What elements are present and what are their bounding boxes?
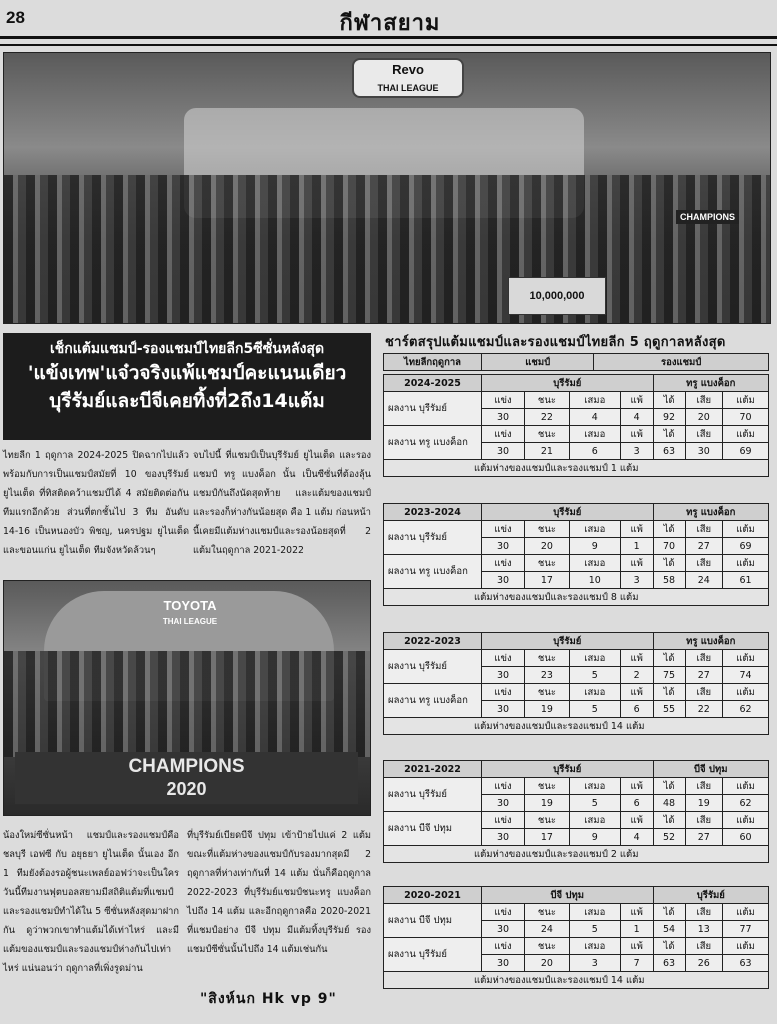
stat-value: 6 [569, 443, 620, 460]
stat-value: 26 [685, 955, 722, 972]
stat-value: 52 [653, 829, 685, 846]
stat-value: 30 [685, 443, 722, 460]
stat-header: เสีย [685, 684, 722, 701]
stat-value: 70 [723, 409, 769, 426]
stat-header: แข่ง [482, 426, 525, 443]
stat-header: แข่ง [482, 938, 525, 955]
stat-value: 20 [685, 409, 722, 426]
logo-sub: THAI LEAGUE [377, 83, 439, 93]
champions-banner: CHAMPIONS [676, 210, 739, 224]
headline-line-3: บุรีรัมย์และบีจีเคยทิ้งที่2ถึง14แต้ม [49, 390, 325, 412]
stat-value: 62 [723, 795, 769, 812]
points-gap-note: แต้มห่างของแชมป์และรองแชมป์ 8 แต้ม [384, 589, 769, 606]
stat-value: 63 [653, 955, 685, 972]
col-runner-header: รองแชมป์ [594, 354, 769, 371]
season-table [383, 503, 769, 606]
season-year: 2022-2023 [384, 633, 482, 650]
stat-header: แข่ง [482, 555, 525, 572]
players-crowd [4, 175, 770, 324]
logo-sub: THAI LEAGUE [162, 617, 218, 626]
stat-header: แต้ม [723, 521, 769, 538]
header-rule-thin [0, 44, 777, 46]
stat-value: 48 [653, 795, 685, 812]
stat-header: แต้ม [723, 426, 769, 443]
season-champion: บีจี ปทุม [482, 887, 654, 904]
stat-value: 55 [653, 701, 685, 718]
page-number: 28 [6, 8, 25, 27]
stat-value: 6 [620, 701, 653, 718]
stat-value: 10 [569, 572, 620, 589]
stat-header: แต้ม [723, 684, 769, 701]
stat-header: ชนะ [525, 521, 570, 538]
stat-header: แต้ม [723, 650, 769, 667]
stat-value: 30 [482, 921, 525, 938]
article-col-2: จบไปนี้ ที่แชมป์เป็นบุรีรัมย์ ยูไนเต็ด และรองแชมป์ ทรู แบงค็อก นั้น เป็นซีซั่นที่ต้องลุ้นแชมป์กันถึงนัดสุดท้าย และแต้มของแชมป์และรองก็ห่างกันน้อยสุด คือ 1 แต้ม ก่อนหน้านี้เคยมีแต้มห่างแชมป์และรองน้อยสุดที่ 2 แต้มในฤดูกาล 2021-2022 [193, 450, 371, 556]
stat-header: เสีย [685, 426, 722, 443]
stat-header: แพ้ [620, 392, 653, 409]
points-gap-note: แต้มห่างของแชมป์และรองแชมป์ 14 แต้ม [384, 972, 769, 989]
stat-value: 6 [620, 795, 653, 812]
stat-value: 22 [685, 701, 722, 718]
stat-header: แต้ม [723, 392, 769, 409]
revo-thai-league-logo [352, 58, 464, 98]
stat-header: เสีย [685, 938, 722, 955]
stat-header: ได้ [653, 904, 685, 921]
stat-header: ได้ [653, 938, 685, 955]
team-label: ผลงาน บีจี ปทุม [384, 904, 482, 938]
stat-header: แพ้ [620, 650, 653, 667]
toyota-thai-league-logo [130, 598, 250, 632]
stat-header: ชนะ [525, 684, 570, 701]
season-table [383, 886, 769, 989]
season-champion: บุรีรัมย์ [482, 633, 654, 650]
stat-value: 30 [482, 955, 525, 972]
stat-header: ได้ [653, 812, 685, 829]
stat-header: เสีย [685, 778, 722, 795]
team-label: ผลงาน บีจี ปทุม [384, 812, 482, 846]
season-table [383, 632, 769, 735]
stat-value: 63 [723, 955, 769, 972]
table-title: ชาร์ตสรุปแต้มแชมป์และรองแชมป์ไทยลีก 5 ฤดูกาลหลังสุด [385, 335, 726, 350]
stat-header: แข่ง [482, 650, 525, 667]
stat-value: 58 [653, 572, 685, 589]
stat-value: 23 [525, 667, 570, 684]
stat-value: 4 [620, 409, 653, 426]
stat-value: 27 [685, 538, 722, 555]
stat-header: แพ้ [620, 812, 653, 829]
stat-header: เสมอ [569, 555, 620, 572]
stat-value: 30 [482, 572, 525, 589]
stat-header: แต้ม [723, 778, 769, 795]
stat-value: 30 [482, 443, 525, 460]
team-label: ผลงาน บุรีรัมย์ [384, 650, 482, 684]
stat-value: 30 [482, 701, 525, 718]
stat-header: เสมอ [569, 812, 620, 829]
stat-value: 5 [569, 921, 620, 938]
stat-header: ชนะ [525, 938, 570, 955]
stat-value: 9 [569, 538, 620, 555]
stat-value: 27 [685, 667, 722, 684]
headline-line-2: 'แข้งเทพ'แจ๋วจริงแพ้แชมป์คะแนนเดียว [27, 362, 347, 384]
col-champ-header: แชมป์ [482, 354, 594, 371]
stat-header: เสมอ [569, 392, 620, 409]
stat-header: เสีย [685, 650, 722, 667]
season-year: 2024-2025 [384, 375, 482, 392]
article-col-4: ที่บุรีรัมย์เบียดบีจี ปทุม เข้าป้ายไปแค่ 2 แต้ม ขณะที่แต้มห่างของแชมป์กับรองมากสุดมี 2 ฤดูกาลที่ห่างเท่ากันที่ 14 แต้ม นั่นก็คือฤดูกาล 2022-2023 ที่บุรีรัมย์แชมป์ชนะทรู แบงค็อก ไปถึง 14 แต้ม และอีกฤดูกาลคือ 2020-2021 ที่แชมป์อย่าง บีจี ปทุม มีแต้มทิ้งบุรีรัมย์ รองแชมป์ซีซั่นนั้นไปถึง 14 แต้มเช่นกัน [187, 830, 371, 955]
table-header [383, 353, 769, 371]
season-runner-up: บีจี ปทุม [653, 761, 769, 778]
stat-header: เสีย [685, 904, 722, 921]
points-gap-note: แต้มห่างของแชมป์และรองแชมป์ 14 แต้ม [384, 718, 769, 735]
stat-header: แพ้ [620, 521, 653, 538]
stat-header: เสีย [685, 812, 722, 829]
headline-box [3, 333, 371, 440]
article-col-1: ไทยลีก 1 ฤดูกาล 2024-2025 ปิดฉากไปแล้วพร้อมกับการเป็นแชมป์สมัยที่ 10 ของบุรีรัมย์ ยูไนเต็ด ที่ทิสติดคว้าแชมป์ได้ 4 สมัยติดต่อกันทีมแรกอีกด้วย ส่วนที่ตกชั้นไป 3 ทีม อันดับ 14-16 เป็นหนองบัว พิชญ, นครปฐม ยูไนเต็ด และขอนแก่น ยูไนเต็ด ทีมจังหวัดล้วนๆ [3, 450, 189, 556]
stat-value: 30 [482, 538, 525, 555]
stat-value: 2 [620, 667, 653, 684]
headline-line-1: เช็กแต้มแชมป์-รองแชมป์ไทยลีก5ซีซั่นหลังสุด [49, 341, 325, 357]
stat-value: 70 [653, 538, 685, 555]
stat-header: แพ้ [620, 426, 653, 443]
stat-header: ชนะ [525, 812, 570, 829]
season-year: 2020-2021 [384, 887, 482, 904]
team-label: ผลงาน ทรู แบงค็อก [384, 684, 482, 718]
season-champion: บุรีรัมย์ [482, 504, 654, 521]
season-runner-up: ทรู แบงค็อก [653, 375, 769, 392]
team-label: ผลงาน บุรีรัมย์ [384, 938, 482, 972]
stat-value: 1 [620, 921, 653, 938]
header-rule [0, 36, 777, 39]
stat-header: เสีย [685, 521, 722, 538]
stat-header: แข่ง [482, 392, 525, 409]
team-label: ผลงาน บุรีรัมย์ [384, 392, 482, 426]
stat-value: 30 [482, 829, 525, 846]
stat-value: 21 [525, 443, 570, 460]
champions-2020-banner [15, 752, 358, 804]
stat-value: 5 [569, 795, 620, 812]
stat-header: ชนะ [525, 904, 570, 921]
stat-header: แพ้ [620, 778, 653, 795]
players-crowd [4, 651, 370, 756]
stat-header: แต้ม [723, 904, 769, 921]
team-label: ผลงาน ทรู แบงค็อก [384, 426, 482, 460]
stat-header: ได้ [653, 426, 685, 443]
stat-value: 63 [653, 443, 685, 460]
stat-header: เสมอ [569, 684, 620, 701]
stat-value: 3 [620, 572, 653, 589]
stat-header: แพ้ [620, 938, 653, 955]
col-season-header: ไทยลีกฤดูกาล [384, 354, 482, 371]
stat-header: แข่ง [482, 778, 525, 795]
stat-value: 22 [525, 409, 570, 426]
stat-header: ได้ [653, 521, 685, 538]
stat-value: 54 [653, 921, 685, 938]
stat-header: แพ้ [620, 555, 653, 572]
season-table [383, 760, 769, 863]
banner-year: 2020 [166, 779, 207, 799]
team-label: ผลงาน ทรู แบงค็อก [384, 555, 482, 589]
stat-header: แพ้ [620, 904, 653, 921]
stat-value: 19 [525, 701, 570, 718]
stat-value: 1 [620, 538, 653, 555]
stat-value: 69 [723, 538, 769, 555]
stat-value: 3 [569, 955, 620, 972]
stat-header: แข่ง [482, 684, 525, 701]
stat-header: ได้ [653, 684, 685, 701]
author-signature: "สิงห์นก Hk vp 9" [200, 991, 337, 1007]
points-gap-note: แต้มห่างของแชมป์และรองแชมป์ 2 แต้ม [384, 846, 769, 863]
stat-header: เสมอ [569, 938, 620, 955]
stat-value: 20 [525, 955, 570, 972]
stat-value: 19 [685, 795, 722, 812]
prize-cheque: 10,000,000 [508, 277, 606, 315]
stat-value: 7 [620, 955, 653, 972]
season-runner-up: บุรีรัมย์ [653, 887, 769, 904]
article-col-3: น้องใหม่ซีซั่นหน้า แชมป์และรองแชมป์คือ ชลบุรี เอฟซี กับ อยุธยา ยูไนเต็ด นั้นเอง อีก 1 ทีมยังต้องรอผู้ชนะเพลย์ออฟว่าจะเป็นใคร วันนี้ทีมงานฟุตบอลสยามมีสถิติแต้มที่แชมป์และรองแชมป์ทำได้ใน 5 ซีซั่นหลังสุดมาฝากกัน ดูว่าพวกเขาทำแต้มได้เท่าไหร่ และมีแต้มของแชมป์และรองแชมป์ห่างกันไปเท่าไหร่ แน่นอนว่า ฤดูกาลที่เพิ่งรูดม่าน [3, 830, 179, 974]
season-year: 2021-2022 [384, 761, 482, 778]
stat-header: แข่ง [482, 812, 525, 829]
stat-value: 9 [569, 829, 620, 846]
stat-value: 5 [569, 667, 620, 684]
stat-header: ชนะ [525, 778, 570, 795]
stat-value: 92 [653, 409, 685, 426]
stat-value: 20 [525, 538, 570, 555]
stat-header: ได้ [653, 650, 685, 667]
season-runner-up: ทรู แบงค็อก [653, 504, 769, 521]
stat-value: 5 [569, 701, 620, 718]
stat-header: เสมอ [569, 904, 620, 921]
stat-value: 24 [685, 572, 722, 589]
season-table [383, 374, 769, 477]
season-champion: บุรีรัมย์ [482, 375, 654, 392]
stat-value: 60 [723, 829, 769, 846]
stat-header: เสีย [685, 392, 722, 409]
stat-header: แต้ม [723, 555, 769, 572]
stat-header: ได้ [653, 555, 685, 572]
stat-value: 17 [525, 572, 570, 589]
stat-header: ได้ [653, 778, 685, 795]
logo-brand: Revo [392, 62, 424, 77]
stat-header: เสมอ [569, 650, 620, 667]
stat-value: 27 [685, 829, 722, 846]
stat-value: 17 [525, 829, 570, 846]
stat-value: 30 [482, 667, 525, 684]
points-gap-note: แต้มห่างของแชมป์และรองแชมป์ 1 แต้ม [384, 460, 769, 477]
stat-header: ได้ [653, 392, 685, 409]
stat-header: แข่ง [482, 904, 525, 921]
stat-value: 74 [723, 667, 769, 684]
stat-header: แข่ง [482, 521, 525, 538]
stat-header: เสีย [685, 555, 722, 572]
stat-value: 4 [620, 829, 653, 846]
stat-value: 13 [685, 921, 722, 938]
stat-header: เสมอ [569, 426, 620, 443]
stat-value: 30 [482, 795, 525, 812]
stat-value: 61 [723, 572, 769, 589]
stat-header: ชนะ [525, 555, 570, 572]
stat-header: เสมอ [569, 778, 620, 795]
stat-header: ชนะ [525, 650, 570, 667]
stat-value: 24 [525, 921, 570, 938]
stat-value: 19 [525, 795, 570, 812]
team-label: ผลงาน บุรีรัมย์ [384, 778, 482, 812]
stat-header: ชนะ [525, 392, 570, 409]
team-label: ผลงาน บุรีรัมย์ [384, 521, 482, 555]
logo-brand: TOYOTA [163, 598, 217, 613]
stat-header: แต้ม [723, 812, 769, 829]
stat-header: ชนะ [525, 426, 570, 443]
season-year: 2023-2024 [384, 504, 482, 521]
stat-value: 77 [723, 921, 769, 938]
stat-value: 75 [653, 667, 685, 684]
stat-header: แพ้ [620, 684, 653, 701]
banner-title: CHAMPIONS [128, 756, 245, 777]
season-champion: บุรีรัมย์ [482, 761, 654, 778]
stat-value: 62 [723, 701, 769, 718]
stat-value: 4 [569, 409, 620, 426]
stat-header: เสมอ [569, 521, 620, 538]
stat-value: 3 [620, 443, 653, 460]
stat-value: 30 [482, 409, 525, 426]
masthead: กีฬาสยาม [339, 11, 441, 36]
season-runner-up: ทรู แบงค็อก [653, 633, 769, 650]
stat-value: 69 [723, 443, 769, 460]
stat-header: แต้ม [723, 938, 769, 955]
